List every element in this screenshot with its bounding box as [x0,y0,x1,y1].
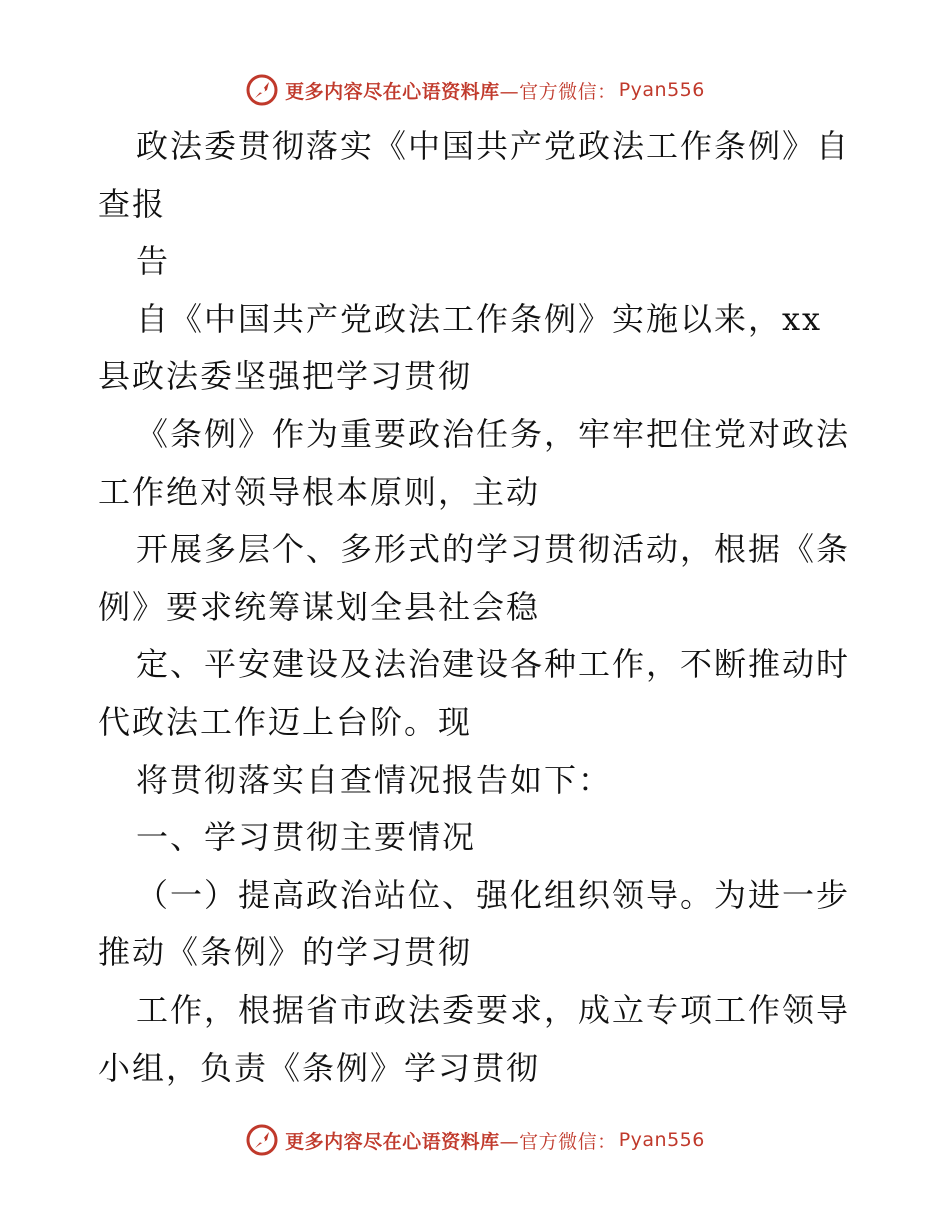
document-body [98,118,858,1097]
watermark-subtitle: —官方微信： [499,1130,617,1153]
text-line: 《条例》作为重要政治任务，牢牢把住党对政法 [136,414,851,453]
watermark-title: 更多内容尽在心语资料库 [285,1130,500,1153]
watermark-wechat-id: Pyan556 [618,79,705,101]
quill-logo-icon [245,73,279,107]
text-line: 县政法委坚强把学习贯彻 [98,357,473,396]
quill-logo-icon [245,1123,279,1157]
text-line: 工作绝对领导根本原则，主动 [98,472,541,511]
text-line: 一、学习贯彻主要情况 [136,818,477,857]
text-line: 自《中国共产党政法工作条例》实施以来，xx [136,299,823,338]
footer-watermark [0,1120,950,1160]
header-watermark [0,70,950,110]
watermark-subtitle: —官方微信： [499,80,617,103]
text-line: 政法委贯彻落实《中国共产党政法工作条例》自 [136,127,851,165]
text-line: 查报 [98,184,167,223]
text-line: 例》要求统筹谋划全县社会稳 [98,587,541,626]
watermark-title: 更多内容尽在心语资料库 [285,80,500,103]
text-line: 将贯彻落实自查情况报告如下： [136,760,613,799]
text-line: 告 [136,242,171,281]
text-line: 开展多层个、多形式的学习贯彻活动，根据《条 [136,530,851,569]
text-line: 定、平安建设及法治建设各种工作，不断推动时 [136,645,851,684]
text-line: 代政法工作迈上台阶。现 [98,702,473,741]
text-line: 工作，根据省市政法委要求，成立专项工作领导 [136,990,851,1029]
text-line: （一）提高政治站位、强化组织领导。为进一步 [136,875,851,914]
watermark-wechat-id: Pyan556 [618,1129,705,1151]
text-line: 小组，负责《条例》学习贯彻 [98,1048,541,1087]
text-line: 推动《条例》的学习贯彻 [98,933,473,972]
